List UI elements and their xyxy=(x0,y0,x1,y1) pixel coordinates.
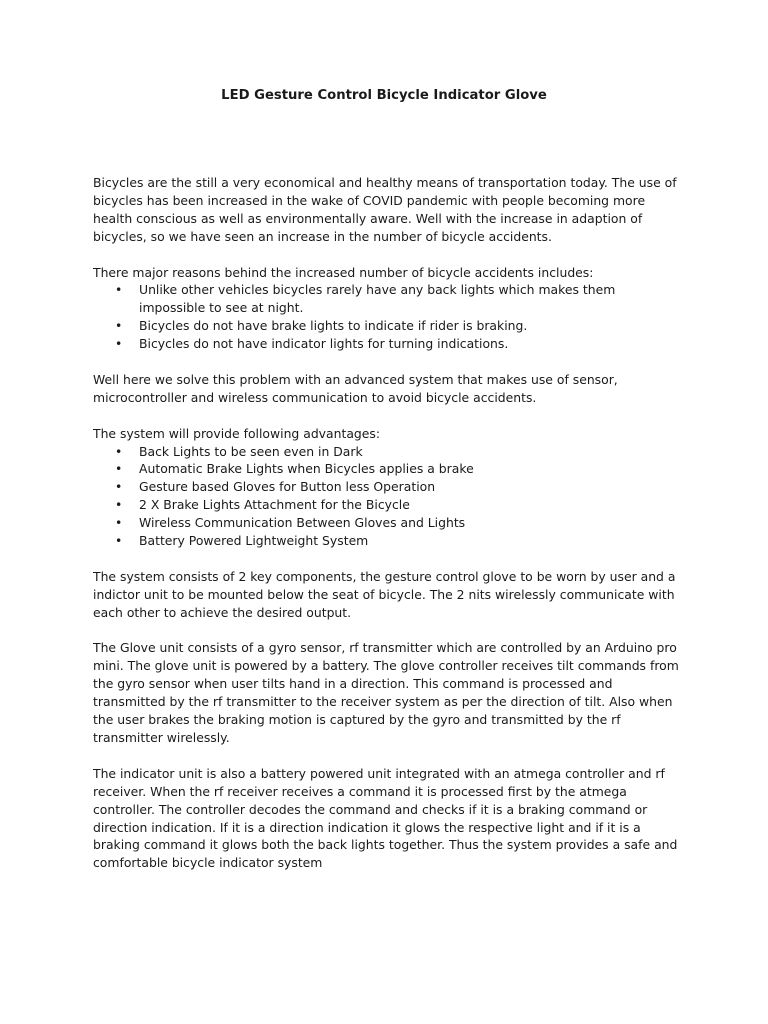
reasons-lead: There major reasons behind the increased number of bicycle accidents includes: xyxy=(93,264,594,280)
list-item-text: Gesture based Gloves for Button less Operation xyxy=(139,479,436,495)
list-item-text: Bicycles do not have brake lights to indicate if rider is braking. xyxy=(139,318,528,334)
indicator-unit-paragraph: The indicator unit is also a battery powered unit integrated with an atmega controller and rf receiver. When the rf receiver receives a command it is processed first by the atmega controller. The controller decodes the command and checks if it is a braking command or direction indication. If it is a direction indication it glows the respective light and if it is a braking command it glows both the back lights together. Thus the system provides a safe and comfortable bicycle indicator system xyxy=(93,765,678,871)
components-paragraph: The system consists of 2 key components, the gesture control glove to be worn by user and a indictor unit to be mounted below the seat of bicycle. The 2 nits wirelessly communicate with each other to achieve the desired output. xyxy=(93,568,676,620)
reasons-list xyxy=(93,281,683,353)
list-item xyxy=(93,317,683,335)
list-item-text: Unlike other vehicles bicycles rarely have any back lights which makes them impossible to see at night. xyxy=(139,282,616,316)
bullet-icon: • xyxy=(115,479,123,495)
list-item-text: Wireless Communication Between Gloves and Lights xyxy=(139,515,466,531)
advantages-lead: The system will provide following advantages: xyxy=(93,425,381,441)
list-item xyxy=(93,443,683,461)
list-item-text: Automatic Brake Lights when Bicycles applies a brake xyxy=(139,461,474,477)
intro-paragraph: Bicycles are the still a very economical and healthy means of transportation today. The use of bicycles has been increased in the wake of COVID pandemic with people becoming more health conscious as well as environmentally aware. Well with the increase in adaption of bicycles, so we have seen an increase in the number of bicycle accidents. xyxy=(93,175,677,244)
list-item xyxy=(93,514,683,532)
bullet-icon: • xyxy=(115,443,123,459)
bullet-icon: • xyxy=(115,336,123,352)
document-body xyxy=(93,174,683,890)
document-title: LED Gesture Control Bicycle Indicator Glove xyxy=(221,88,547,103)
list-item-text: Back Lights to be seen even in Dark xyxy=(139,443,363,459)
bullet-icon: • xyxy=(115,515,123,531)
list-item-text: 2 X Brake Lights Attachment for the Bicycle xyxy=(139,497,410,513)
list-item xyxy=(93,281,683,317)
list-item xyxy=(93,335,683,353)
glove-unit-paragraph: The Glove unit consists of a gyro sensor, rf transmitter which are controlled by an Arduino pro mini. The glove unit is powered by a battery. The glove controller receives tilt commands from the gyro sensor when user tilts hand in a direction. This command is processed and transmitted by the rf transmitter to the receiver system as per the direction of tilt. Also when the user brakes the braking motion is captured by the gyro and transmitted by the rf transmitter wirelessly. xyxy=(93,640,679,746)
list-item xyxy=(93,460,683,478)
list-item-text: Bicycles do not have indicator lights for turning indications. xyxy=(139,336,509,352)
list-item xyxy=(93,532,683,550)
bullet-icon: • xyxy=(115,282,123,298)
bullet-icon: • xyxy=(115,318,123,334)
list-item xyxy=(93,478,683,496)
bullet-icon: • xyxy=(115,533,123,549)
bullet-icon: • xyxy=(115,461,123,477)
bullet-icon: • xyxy=(115,497,123,513)
advantages-list xyxy=(93,443,683,550)
solution-paragraph: Well here we solve this problem with an advanced system that makes use of sensor, microcontroller and wireless communication to avoid bicycle accidents. xyxy=(93,371,618,405)
list-item xyxy=(93,496,683,514)
list-item-text: Battery Powered Lightweight System xyxy=(139,533,369,549)
